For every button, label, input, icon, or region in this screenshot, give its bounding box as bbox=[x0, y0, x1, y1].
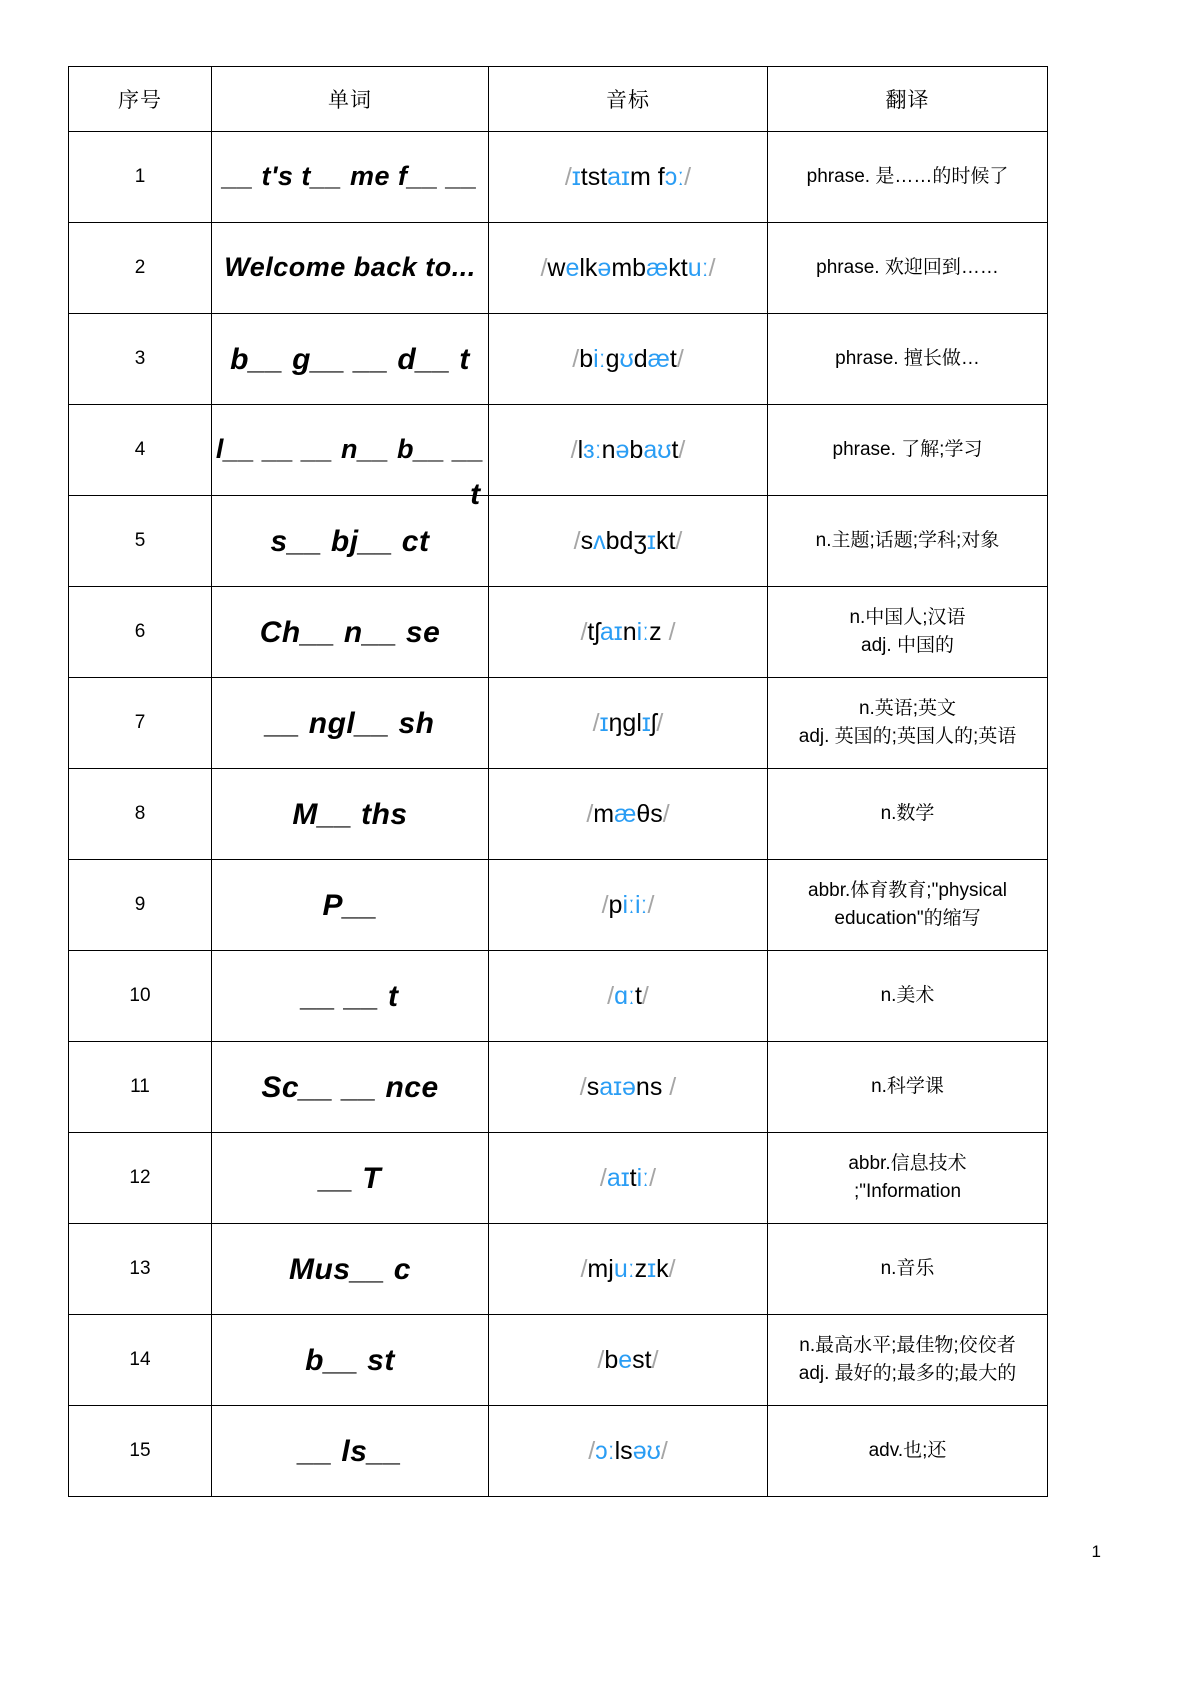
row-index: 15 bbox=[69, 1406, 212, 1497]
translation: phrase. 擅长做… bbox=[768, 314, 1048, 405]
phonetic-transcription: /ɪtstaɪm fɔː/ bbox=[489, 132, 768, 223]
translation: n.主题;话题;学科;对象 bbox=[768, 496, 1048, 587]
row-index: 11 bbox=[69, 1042, 212, 1133]
column-header-ipa: 音标 bbox=[489, 67, 768, 132]
word-blank: __ ls__ bbox=[212, 1406, 489, 1497]
row-index: 2 bbox=[69, 223, 212, 314]
translation: n.中国人;汉语 adj. 中国的 bbox=[768, 587, 1048, 678]
column-header-word: 单词 bbox=[212, 67, 489, 132]
column-header-translation: 翻译 bbox=[768, 67, 1048, 132]
word-blank: __ T bbox=[212, 1133, 489, 1224]
translation: phrase. 欢迎回到…… bbox=[768, 223, 1048, 314]
table-row bbox=[69, 1042, 1048, 1133]
table-row bbox=[69, 678, 1048, 769]
row-index: 10 bbox=[69, 951, 212, 1042]
table-row bbox=[69, 496, 1048, 587]
table-header-row bbox=[69, 67, 1048, 132]
table-row bbox=[69, 951, 1048, 1042]
table-row bbox=[69, 314, 1048, 405]
table-row bbox=[69, 1315, 1048, 1406]
translation: n.最高水平;最佳物;佼佼者 adj. 最好的;最多的;最大的 bbox=[768, 1315, 1048, 1406]
table-row bbox=[69, 1406, 1048, 1497]
phonetic-transcription: /mæθs/ bbox=[489, 769, 768, 860]
page-number: 1 bbox=[1091, 1542, 1101, 1561]
table-body bbox=[69, 132, 1048, 1497]
translation: phrase. 是……的时候了 bbox=[768, 132, 1048, 223]
word-blank: Welcome back to... bbox=[212, 223, 489, 314]
word-blank: b__ st bbox=[212, 1315, 489, 1406]
word-blank: l__ __ __ n__ b__ __ t bbox=[212, 405, 489, 496]
phonetic-transcription: /aɪtiː/ bbox=[489, 1133, 768, 1224]
row-index: 12 bbox=[69, 1133, 212, 1224]
phonetic-transcription: /mjuːzɪk/ bbox=[489, 1224, 768, 1315]
phonetic-transcription: /biːgʊdæt/ bbox=[489, 314, 768, 405]
phonetic-transcription: /ɪŋglɪʃ/ bbox=[489, 678, 768, 769]
table-row bbox=[69, 1224, 1048, 1315]
phonetic-transcription: /sʌbdʒɪkt/ bbox=[489, 496, 768, 587]
row-index: 3 bbox=[69, 314, 212, 405]
row-index: 4 bbox=[69, 405, 212, 496]
table-row bbox=[69, 587, 1048, 678]
table-row bbox=[69, 860, 1048, 951]
translation: n.音乐 bbox=[768, 1224, 1048, 1315]
row-index: 6 bbox=[69, 587, 212, 678]
column-header-index: 序号 bbox=[69, 67, 212, 132]
table-row bbox=[69, 132, 1048, 223]
table-row bbox=[69, 1133, 1048, 1224]
word-blank: s__ bj__ ct bbox=[212, 496, 489, 587]
phonetic-transcription: /lɜːnəbaʊt/ bbox=[489, 405, 768, 496]
row-index: 9 bbox=[69, 860, 212, 951]
word-blank: __ t's t__ me f__ __ bbox=[212, 132, 489, 223]
phonetic-transcription: /piːiː/ bbox=[489, 860, 768, 951]
translation: adv.也;还 bbox=[768, 1406, 1048, 1497]
row-index: 7 bbox=[69, 678, 212, 769]
word-blank: __ ngl__ sh bbox=[212, 678, 489, 769]
translation: n.美术 bbox=[768, 951, 1048, 1042]
phonetic-transcription: /saɪəns / bbox=[489, 1042, 768, 1133]
translation: n.英语;英文 adj. 英国的;英国人的;英语 bbox=[768, 678, 1048, 769]
word-blank: Mus__ c bbox=[212, 1224, 489, 1315]
phonetic-transcription: /tʃaɪniːz / bbox=[489, 587, 768, 678]
translation: abbr.体育教育;"physical education"的缩写 bbox=[768, 860, 1048, 951]
word-blank: b__ g__ __ d__ t bbox=[212, 314, 489, 405]
translation: phrase. 了解;学习 bbox=[768, 405, 1048, 496]
row-index: 5 bbox=[69, 496, 212, 587]
translation: abbr.信息技术 ;"Information bbox=[768, 1133, 1048, 1224]
vocabulary-table bbox=[68, 66, 1048, 1497]
row-index: 13 bbox=[69, 1224, 212, 1315]
table-row bbox=[69, 223, 1048, 314]
row-index: 1 bbox=[69, 132, 212, 223]
phonetic-transcription: /welkəmbæktuː/ bbox=[489, 223, 768, 314]
phonetic-transcription: /ɔːlsəʊ/ bbox=[489, 1406, 768, 1497]
word-blank: __ __ t bbox=[212, 951, 489, 1042]
row-index: 8 bbox=[69, 769, 212, 860]
word-blank: Sc__ __ nce bbox=[212, 1042, 489, 1133]
phonetic-transcription: /ɑːt/ bbox=[489, 951, 768, 1042]
word-blank: P__ bbox=[212, 860, 489, 951]
table-row bbox=[69, 769, 1048, 860]
phonetic-transcription: /best/ bbox=[489, 1315, 768, 1406]
row-index: 14 bbox=[69, 1315, 212, 1406]
word-blank: M__ ths bbox=[212, 769, 489, 860]
table-row bbox=[69, 405, 1048, 496]
word-blank: Ch__ n__ se bbox=[212, 587, 489, 678]
translation: n.科学课 bbox=[768, 1042, 1048, 1133]
translation: n.数学 bbox=[768, 769, 1048, 860]
